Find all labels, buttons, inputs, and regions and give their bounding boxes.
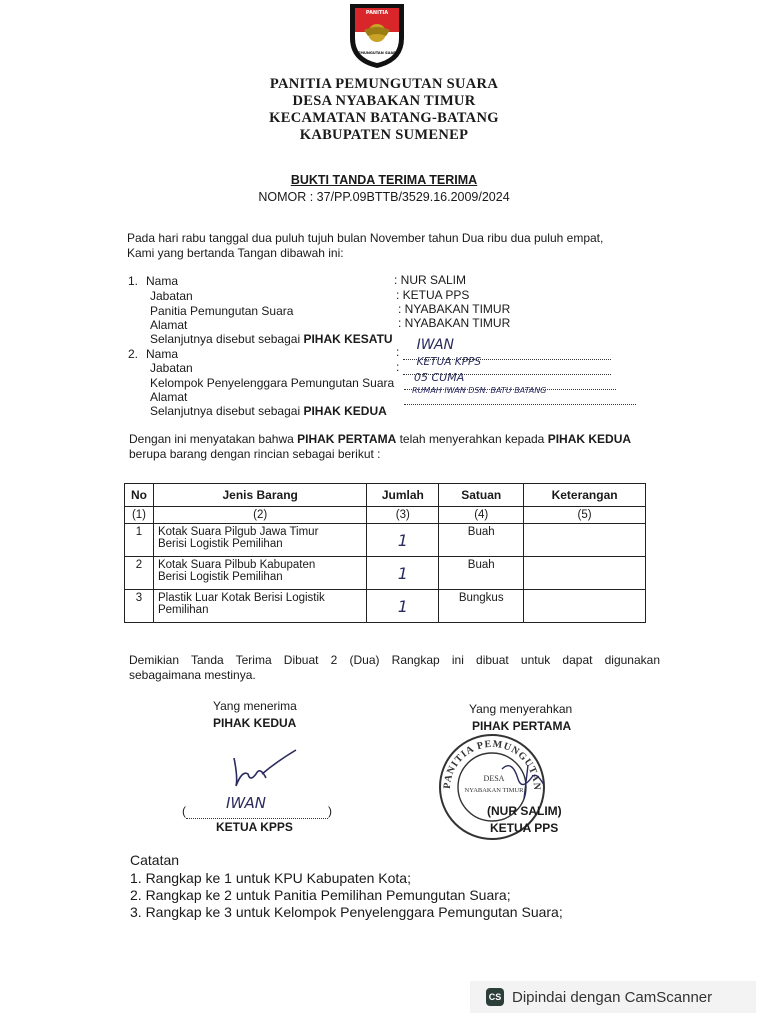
statement-line-1: [129, 432, 631, 447]
party1-value-position: : KETUA PPS: [396, 288, 470, 302]
party2-label-address: Alamat: [150, 390, 188, 404]
party2-value-group: 05 CUMA: [414, 371, 465, 384]
statement-line-2: berupa barang dengan rincian sebagai berikut :: [129, 447, 381, 461]
row-no: 2: [125, 557, 154, 590]
party1-label-address: Alamat: [150, 318, 188, 332]
sign-left-signature: [226, 744, 306, 797]
statement-part-b: PIHAK PERTAMA: [297, 432, 397, 446]
statement-part-c: telah menyerahkan kepada: [396, 432, 548, 446]
row-item-line-2: Pemilihan: [157, 604, 209, 616]
sign-left-name: IWAN: [226, 794, 266, 812]
index-cell: (1): [125, 507, 154, 524]
row-note: [524, 557, 646, 590]
goods-table: [124, 483, 646, 623]
row-unit: Bungkus: [439, 590, 524, 623]
row-item: [153, 557, 366, 590]
index-cell: (5): [524, 507, 646, 524]
camscanner-watermark: [470, 981, 756, 1013]
camscanner-text: Dipindai dengan CamScanner: [512, 988, 713, 1006]
logo-bottom-text: PEMUNGUTAN SUARA: [355, 51, 399, 55]
table-header-row: [125, 484, 646, 507]
party2-closing-bold: PIHAK KEDUA: [303, 404, 387, 418]
header-line-1: PANITIA PEMUNGUTAN SUARA: [269, 76, 499, 92]
sign-left-name-field: ( IWAN ): [182, 794, 332, 818]
sign-right-name: (NUR SALIM): [487, 804, 562, 818]
row-item-line-1: Kotak Suara Pilgub Jawa Timur: [157, 526, 319, 538]
header-quantity: Jumlah: [367, 484, 439, 507]
row-item-line-1: Plastik Luar Kotak Berisi Logistik: [157, 592, 325, 604]
row-quantity: 1: [367, 590, 439, 623]
party2-label-group: Kelompok Penyelenggara Pemungutan Suara: [150, 376, 395, 390]
sign-left-party: PIHAK KEDUA: [213, 716, 297, 730]
row-item-line-2: Berisi Logistik Pemilihan: [157, 571, 283, 583]
doc-title: BUKTI TANDA TERIMA TERIMA: [290, 173, 478, 187]
row-item: [153, 524, 366, 557]
sign-left-role: KETUA KPPS: [216, 820, 293, 834]
row-quantity: 1: [367, 524, 439, 557]
table-index-row: [125, 507, 646, 524]
statement-part-a: Dengan ini menyatakan bahwa: [129, 432, 298, 446]
party2-closing-prefix: Selanjutnya disebut sebagai: [150, 404, 304, 418]
statement-part-d: PIHAK KEDUA: [547, 432, 632, 446]
stamp-inner-text-1: DESA: [483, 774, 505, 783]
table-row: [125, 590, 646, 623]
header-line-2: DESA NYABAKAN TIMUR: [292, 93, 476, 109]
row-unit: Buah: [439, 557, 524, 590]
party1-closing-bold: PIHAK KESATU: [303, 332, 393, 346]
index-cell: (4): [439, 507, 524, 524]
table-row: [125, 557, 646, 590]
party2-value-position-field: : KETUA KPPS: [396, 360, 611, 375]
sign-left-caption: Yang menerima: [213, 699, 297, 713]
row-note: [524, 524, 646, 557]
doc-number: NOMOR : 37/PP.09BTTB/3529.16.2009/2024: [258, 190, 510, 204]
logo-top-text: PANITIA: [365, 10, 389, 16]
party2-value-address-field: [404, 386, 636, 405]
intro-line-2: Kami yang bertanda Tangan dibawah ini:: [127, 246, 344, 260]
party1-number: 1.: [128, 274, 139, 288]
header-note: Keterangan: [524, 484, 646, 507]
party2-value-address: RUMAH IWAN DSN. BATU BATANG: [412, 386, 547, 395]
party1-value-name: : NUR SALIM: [394, 273, 467, 287]
party2-label-position: Jabatan: [150, 361, 193, 375]
kpu-logo: [342, 0, 412, 70]
table-row: [125, 524, 646, 557]
row-unit: Buah: [439, 524, 524, 557]
sign-right-caption: Yang menyerahkan: [469, 702, 573, 716]
party2-value-name: IWAN: [416, 337, 454, 353]
party2-label-name: Nama: [146, 347, 179, 361]
stamp-inner-text-2: NYABAKAN TIMUR: [464, 787, 524, 794]
camscanner-logo-icon: CS: [486, 988, 504, 1006]
party2-closing: [150, 404, 387, 418]
row-note: [524, 590, 646, 623]
party2-value-position: KETUA KPPS: [416, 356, 482, 368]
row-item: [153, 590, 366, 623]
row-quantity: 1: [367, 557, 439, 590]
header-line-4: KABUPATEN SUMENEP: [299, 127, 469, 143]
closing-line-1: Demikian Tanda Terima Dibuat 2 (Dua) Rangkap ini dibuat untuk dapat digunakan: [129, 653, 660, 667]
party1-label-committee: Panitia Pemungutan Suara: [150, 304, 294, 318]
party1-value-address: : NYABAKAN TIMUR: [398, 316, 511, 330]
party1-label-position: Jabatan: [150, 289, 193, 303]
row-item-line-2: Berisi Logistik Pemilihan: [157, 538, 283, 550]
index-cell: (2): [153, 507, 366, 524]
stamp-outer-text: PANITIA PEMUNGUTAN: [441, 738, 543, 792]
closing-line-2: sebagaimana mestinya.: [129, 668, 256, 682]
party1-value-committee: : NYABAKAN TIMUR: [398, 302, 511, 316]
row-no: 1: [125, 524, 154, 557]
party2-number: 2.: [128, 347, 139, 361]
row-item-line-1: Kotak Suara Pilbub Kabupaten: [157, 559, 316, 571]
header-no: No: [125, 484, 154, 507]
row-no: 3: [125, 590, 154, 623]
sign-right-party: PIHAK PERTAMA: [472, 719, 572, 733]
intro-line-1: Pada hari rabu tanggal dua puluh tujuh bulan November tahun Dua ribu dua puluh empat,: [127, 231, 604, 245]
party2-value-name-field: : IWAN: [396, 345, 611, 360]
sign-right-role: KETUA PPS: [490, 821, 559, 835]
header-unit: Satuan: [439, 484, 524, 507]
index-cell: (3): [367, 507, 439, 524]
party1-closing-prefix: Selanjutnya disebut sebagai: [150, 332, 304, 346]
header-line-3: KECAMATAN BATANG-BATANG: [269, 110, 499, 126]
party1-label-name: Nama: [146, 274, 179, 288]
notes-title: Catatan: [130, 852, 180, 868]
header-item: Jenis Barang: [153, 484, 366, 507]
notes-item-3: 3. Rangkap ke 3 untuk Kelompok Penyelenggara Pemungutan Suara;: [130, 904, 563, 920]
party1-closing: [150, 332, 393, 346]
notes-item-1: 1. Rangkap ke 1 untuk KPU Kabupaten Kota;: [130, 870, 411, 886]
notes-item-2: 2. Rangkap ke 2 untuk Panitia Pemilihan Pemungutan Suara;: [130, 887, 511, 903]
